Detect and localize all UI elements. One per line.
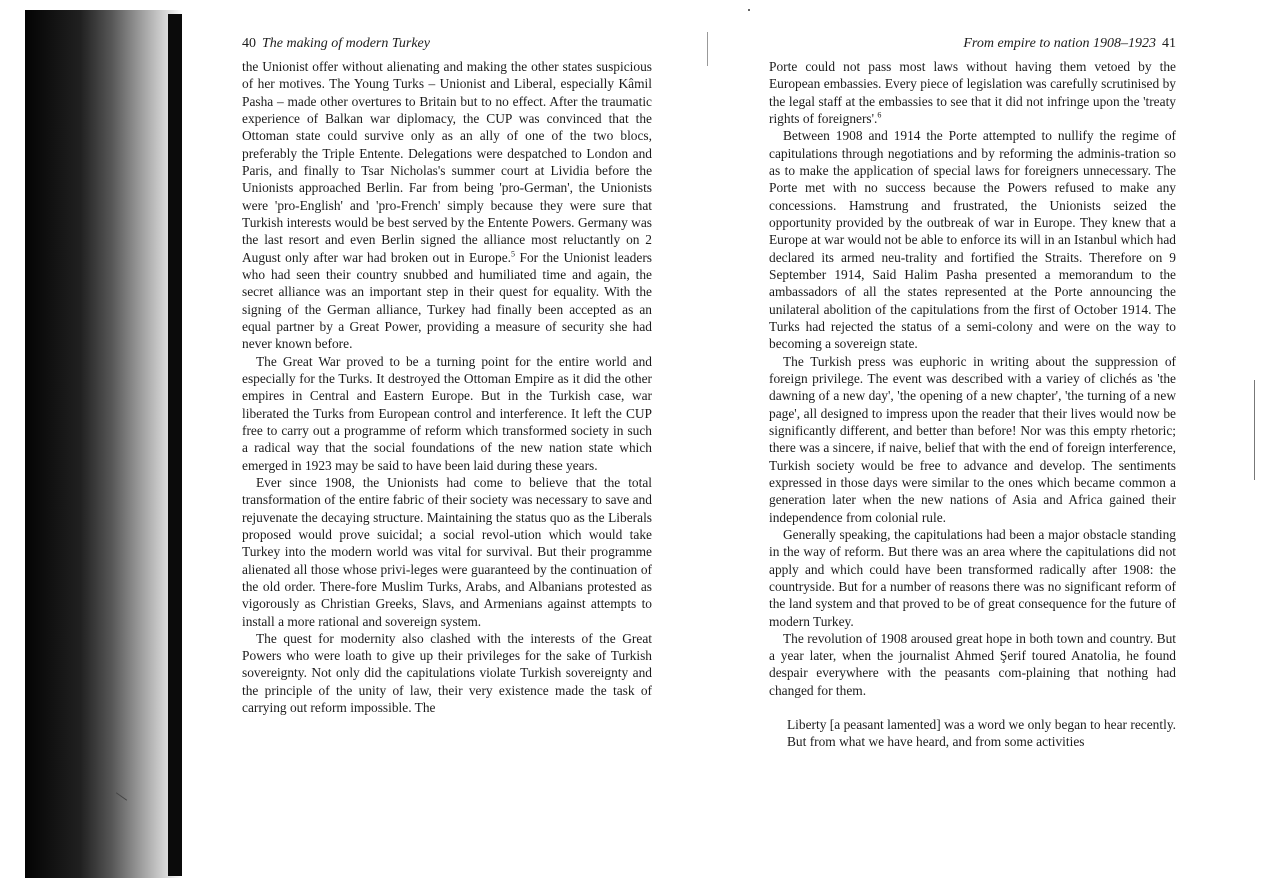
- text-line: trality and fortified the Straits. Therefore on 9 September 1914,: [769, 249, 1176, 282]
- text-line: Tsar Nicholas's summer court at Lividia before the Unionists: [242, 162, 653, 196]
- running-title: From empire to nation 1908–1923: [963, 36, 1156, 51]
- text-line: may be said to have been laid during these years.: [335, 457, 598, 473]
- text-line: Ever since 1908, the Unionists had come to believe that the total: [256, 474, 652, 490]
- text-line: before! Nor was this empty rhetoric; there was a sincere, if naive,: [769, 422, 1176, 456]
- text-line: unnecessary. The Porte met with no success because the Powers: [769, 162, 1177, 196]
- text-line: as an ally of one of the two blocs, preferably the Triple Entente.: [242, 128, 652, 161]
- text-line: to be of great consequence for the future of modern Turkey.: [769, 596, 1176, 629]
- text-line: there was no significant reform of the land system and that proved: [769, 578, 1176, 612]
- text-line: Germany was the last resort and even Berlin signed the alliance: [242, 214, 652, 248]
- text-line: social foundations of the new nation state which emerged in 1923: [242, 440, 653, 473]
- text-line: all the states represented at the Porte announcing the unilateral: [769, 284, 1176, 317]
- right-page-header: [769, 36, 1176, 58]
- text-line: that Turkish interests would be best served by the Entente Powers.: [242, 197, 652, 230]
- text-line: turning of a new page', all designed to impress upon the reader: [769, 388, 1176, 421]
- text-line: important step in their quest for equality. With the signing of the: [242, 284, 652, 317]
- text-line: install a more rational and sovereign system.: [242, 613, 482, 629]
- text-line: For the Unionist leaders who had seen their country: [242, 249, 652, 282]
- text-line: snubbed and humiliated time and again, the secret alliance was an: [242, 266, 652, 300]
- text-line: Delegations were despatched to London and Paris, and finally to: [242, 145, 653, 178]
- text-line: the European embassies. Every piece of legislation was carefully: [769, 59, 1176, 92]
- text-line: as Christian Greeks, Slavs, and Armenians against attempts to: [304, 596, 652, 612]
- footnote-marker: 6: [877, 110, 882, 120]
- text-line: effect. After the traumatic experience of Balkan war diplomacy,: [242, 93, 652, 126]
- text-line: partner by a Great Power, providing a measure of security she had: [276, 318, 652, 334]
- text-line: The Great War proved to be a turning point for the entire world: [256, 353, 633, 369]
- text-line: Said Halim Pasha presented a memorandum to the ambassadors of: [769, 266, 1176, 300]
- text-line: and especially for the Turks. It destroyed the Ottoman Empire as: [242, 353, 652, 386]
- text-line: in those days were similar to the ones which became common a: [825, 474, 1176, 490]
- text-line: suspicious of her motives. The Young Turks – Unionist and Liberal,: [242, 59, 652, 92]
- paragraph: [769, 526, 1176, 630]
- right-page: [769, 36, 1176, 751]
- text-line: Between 1908 and 1914 the Porte attempted to nullify the regime: [783, 128, 1165, 144]
- paragraph: [242, 353, 652, 474]
- block-quote: [769, 716, 1176, 751]
- text-line: ution which would take Turkey into the modern world was vital: [242, 526, 652, 560]
- text-line: it did the other empires in Central and Eastern Europe. But in the: [242, 370, 653, 404]
- paragraph: [769, 127, 1176, 352]
- text-line: reform which transformed society in such a radical way that the: [242, 422, 652, 456]
- text-line: that their lives would now be significantly different, and better than: [769, 405, 1176, 438]
- page-number: 41: [1162, 36, 1176, 51]
- text-line: refused to make any concessions. Hamstrung and frustrated, the: [769, 180, 1176, 213]
- scan-mark: [1254, 380, 1255, 480]
- text-line: their independence from colonial rule.: [769, 492, 1176, 525]
- paragraph: [769, 58, 1176, 127]
- text-line: recently. But from what we have heard, and from some activities: [787, 717, 1176, 750]
- text-line: of foreign privilege. The event was described with a variey of clichés: [769, 353, 1176, 386]
- text-line: Turks had rejected the status of a semi-colony and were on the: [769, 318, 1138, 334]
- paragraph: [769, 353, 1176, 526]
- text-line: capitulations did not apply and which could have been transformed: [769, 544, 1177, 577]
- text-line: belief that with the end of foreign interference, Turkish society: [769, 440, 1177, 473]
- book-spine-shadow: [25, 10, 183, 878]
- left-page: [242, 36, 652, 716]
- paragraph: [242, 474, 652, 630]
- text-line: the CUP was convinced that the Ottoman state could survive only: [242, 110, 652, 144]
- text-line: Great Powers who were loath to give up their privileges for the: [242, 630, 652, 664]
- text-line: leges were guaranteed by the continuation of the old order. There-: [242, 561, 652, 594]
- text-line: Anatolia, he found despair everywhere with the peasants com-: [769, 648, 1176, 681]
- text-line: quo as the Liberals proposed would prove suicidal; a social revol-: [242, 509, 652, 542]
- text-line: German alliance, Turkey had finally been accepted as an equal: [242, 301, 652, 334]
- text-line: Turkish case, war liberated the Turks from European control and: [242, 388, 653, 421]
- text-line: fore Muslim Turks, Arabs, and Albanians protested as vigorously: [242, 578, 652, 612]
- text-line: radically after 1908: the countryside. But for a number of reasons: [769, 561, 1176, 594]
- text-line: The Turkish press was euphoric in writing about the suppression: [783, 353, 1165, 369]
- right-page-body: [769, 58, 1176, 699]
- text-line: in Europe. They knew that a Europe at war would not be able to: [769, 214, 1176, 248]
- scan-speck: [748, 9, 750, 11]
- text-line: country. But a year later, when the journalist Ahmed Şerif toured: [769, 630, 1177, 664]
- text-line: especially Kâmil Pasha – made other overtures to Britain but to no: [242, 76, 652, 109]
- quote-paragraph: [787, 716, 1176, 751]
- text-line: never known before.: [242, 336, 353, 352]
- text-line: would be free to advance and develop. The sentiments expressed: [769, 457, 1176, 490]
- book-gutter: [168, 14, 182, 876]
- text-line: Liberty [a peasant lamented] was a word we only began to hear: [787, 717, 1131, 733]
- text-line: save and rejuvenate the decaying structure. Maintaining the status: [242, 492, 652, 525]
- text-line: scrutinised by the legal staff at the embassies to see that it did not: [769, 76, 1176, 109]
- text-line: Turkish sovereignty and the principle of the unity of law, their very: [242, 665, 652, 698]
- text-line: Europe.: [469, 249, 512, 265]
- text-line: of capitulations through negotiations and by reforming the adminis-: [769, 128, 1176, 161]
- text-line: transformation of the entire fabric of their society was necessary to: [242, 492, 606, 508]
- text-line: existence made the task of carrying out reform impossible. The: [242, 682, 652, 716]
- text-line: standing in the way of reform. But there was an area where the: [769, 526, 1176, 560]
- text-line: as 'the dawning of a new day', 'the opening of a new chapter', 'the: [769, 370, 1176, 404]
- page-number: 40: [242, 36, 256, 51]
- paragraph: [242, 58, 652, 353]
- text-line: enforce its will in an Istanbul which had declared its armed neu-: [769, 232, 1177, 265]
- text-line: abolition of the capitulations from the first of October 1914. The: [823, 301, 1176, 317]
- text-line: the Unionist offer without alienating and making the other states: [242, 59, 597, 74]
- scan-mark: [707, 32, 708, 66]
- text-line: way to becoming a sovereign state.: [769, 318, 1176, 352]
- text-line: plaining that nothing had changed for them.: [769, 665, 1176, 698]
- footnote-marker: 5: [511, 249, 516, 259]
- paragraph: [242, 630, 652, 717]
- text-line: Porte could not pass most laws without having them vetoed by: [769, 59, 1160, 74]
- text-line: for survival. But their programme alienated all those whose privi-: [242, 544, 652, 577]
- text-line: The quest for modernity also clashed with the interests of the: [256, 630, 623, 646]
- left-page-header: [242, 36, 652, 58]
- text-line: Unionists seized the opportunity provided by the outbreak of war: [769, 197, 1177, 230]
- text-line: interference. It left the CUP free to carry out a programme of: [242, 405, 652, 438]
- text-line: most reluctantly on 2 August only after war had broken out in: [242, 232, 652, 265]
- text-line: sake of Turkish sovereignty. Not only did the capitulations violate: [242, 648, 652, 681]
- running-title: The making of modern Turkey: [262, 36, 430, 51]
- left-page-body: [242, 58, 652, 716]
- paragraph: [769, 630, 1176, 699]
- text-line: The revolution of 1908 aroused great hope in both town and: [783, 630, 1110, 646]
- text-line: generation later when the new nations of Asia and Africa gained: [769, 492, 1152, 508]
- text-line: Generally speaking, the capitulations had been a major obstacle: [783, 526, 1131, 542]
- text-line: tration so as to make the application of special laws for foreigners: [769, 145, 1176, 178]
- text-line: infringe upon the 'treaty rights of foreigners'.: [769, 93, 1176, 126]
- text-line: approached Berlin. Far from being 'pro-German', the Unionists: [299, 180, 653, 196]
- text-line: were 'pro-English' and 'pro-French' simply because they were sure: [242, 197, 632, 213]
